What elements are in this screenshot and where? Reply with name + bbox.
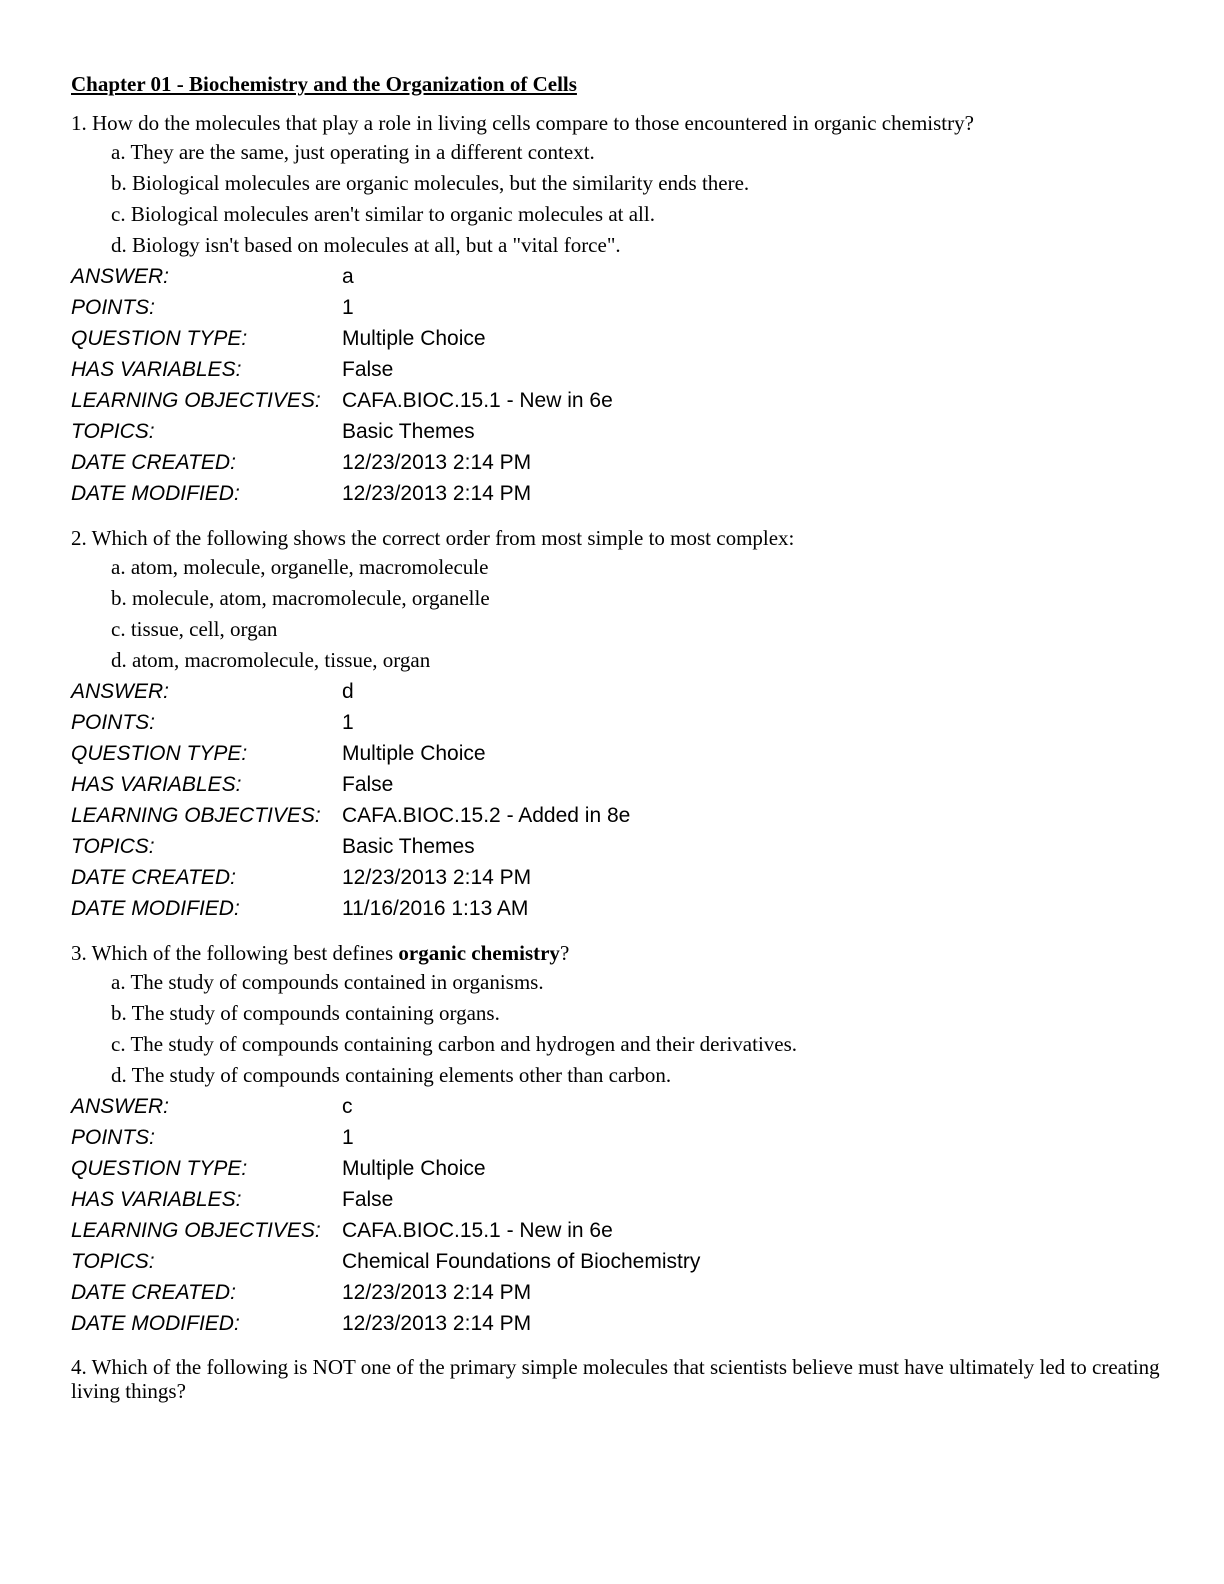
question-metadata bbox=[71, 676, 630, 924]
points-value: 1 bbox=[342, 1126, 354, 1149]
question-type-row bbox=[71, 323, 613, 354]
question-3 bbox=[71, 940, 1161, 1339]
choice-b: b. molecule, atom, macromolecule, organelle bbox=[111, 586, 490, 610]
choice-d: d. The study of compounds containing elements other than carbon. bbox=[111, 1063, 672, 1087]
learning-objectives-label: LEARNING OBJECTIVES: bbox=[71, 804, 321, 827]
learning-objectives-value: CAFA.BIOC.15.1 - New in 6e bbox=[342, 389, 613, 412]
answer-label: ANSWER: bbox=[71, 1095, 170, 1118]
date-modified-value: 12/23/2013 2:14 PM bbox=[342, 1312, 532, 1335]
topics-label: TOPICS: bbox=[71, 420, 155, 443]
answer-label: ANSWER: bbox=[71, 265, 170, 288]
points-row bbox=[71, 1122, 700, 1153]
choice-c: c. tissue, cell, organ bbox=[111, 617, 278, 641]
learning-objectives-row bbox=[71, 1215, 700, 1246]
answer-label: ANSWER: bbox=[71, 680, 170, 703]
choice-c: c. Biological molecules aren't similar to organic molecules at all. bbox=[111, 202, 655, 226]
question-type-label: QUESTION TYPE: bbox=[71, 327, 248, 350]
has-variables-row bbox=[71, 354, 613, 385]
learning-objectives-row bbox=[71, 800, 630, 831]
date-created-label: DATE CREATED: bbox=[71, 866, 236, 889]
question-type-value: Multiple Choice bbox=[342, 1157, 486, 1180]
has-variables-value: False bbox=[342, 773, 394, 796]
date-modified-label: DATE MODIFIED: bbox=[71, 897, 240, 920]
learning-objectives-value: CAFA.BIOC.15.2 - Added in 8e bbox=[342, 804, 631, 827]
date-modified-label: DATE MODIFIED: bbox=[71, 482, 240, 505]
points-label: POINTS: bbox=[71, 1126, 156, 1149]
answer-value: a bbox=[342, 265, 354, 288]
points-label: POINTS: bbox=[71, 296, 156, 319]
topics-row bbox=[71, 416, 613, 447]
has-variables-value: False bbox=[342, 358, 394, 381]
topics-label: TOPICS: bbox=[71, 1250, 155, 1273]
topics-row bbox=[71, 831, 630, 862]
date-created-row bbox=[71, 1277, 700, 1308]
question-type-value: Multiple Choice bbox=[342, 327, 486, 350]
question-stem-bold: organic chemistry bbox=[398, 941, 560, 965]
answer-row bbox=[71, 1091, 700, 1122]
answer-row bbox=[71, 261, 613, 292]
date-created-value: 12/23/2013 2:14 PM bbox=[342, 451, 532, 474]
choice-a: a. atom, molecule, organelle, macromolecule bbox=[111, 555, 489, 579]
answer-row bbox=[71, 676, 630, 707]
question-type-row bbox=[71, 1153, 700, 1184]
date-modified-value: 11/16/2016 1:13 AM bbox=[342, 897, 529, 920]
has-variables-label: HAS VARIABLES: bbox=[71, 1188, 242, 1211]
answer-value: d bbox=[342, 680, 354, 703]
question-metadata bbox=[71, 1091, 700, 1339]
question-metadata bbox=[71, 261, 613, 509]
choice-c: c. The study of compounds containing carbon and hydrogen and their derivatives. bbox=[111, 1032, 798, 1056]
date-created-row bbox=[71, 862, 630, 893]
question-stem: 2. Which of the following shows the correct order from most simple to most complex: bbox=[71, 526, 795, 550]
choice-b: b. The study of compounds containing organs. bbox=[111, 1001, 500, 1025]
question-stem bbox=[71, 940, 1161, 967]
date-created-value: 12/23/2013 2:14 PM bbox=[342, 1281, 532, 1304]
date-created-row bbox=[71, 447, 613, 478]
choice-list bbox=[71, 967, 1161, 1091]
has-variables-row bbox=[71, 1184, 700, 1215]
choice-b: b. Biological molecules are organic molecules, but the similarity ends there. bbox=[111, 171, 750, 195]
date-created-label: DATE CREATED: bbox=[71, 451, 236, 474]
answer-value: c bbox=[342, 1095, 353, 1118]
topics-value: Basic Themes bbox=[342, 420, 475, 443]
points-row bbox=[71, 292, 613, 323]
choice-list bbox=[71, 137, 1161, 261]
date-created-value: 12/23/2013 2:14 PM bbox=[342, 866, 532, 889]
question-stem-prefix: 3. Which of the following best defines bbox=[71, 941, 399, 965]
points-row bbox=[71, 707, 630, 738]
question-stem: 1. How do the molecules that play a role in living cells compare to those encountered in organic chemistry? bbox=[71, 111, 974, 135]
choice-a: a. The study of compounds contained in organisms. bbox=[111, 970, 544, 994]
learning-objectives-row bbox=[71, 385, 613, 416]
date-modified-row bbox=[71, 1308, 700, 1339]
question-stem: 4. Which of the following is NOT one of the primary simple molecules that scientists believe must have ultimately led to creating living things? bbox=[71, 1355, 1160, 1403]
question-type-row bbox=[71, 738, 630, 769]
choice-a: a. They are the same, just operating in a different context. bbox=[111, 140, 595, 164]
topics-value: Basic Themes bbox=[342, 835, 475, 858]
date-modified-label: DATE MODIFIED: bbox=[71, 1312, 240, 1335]
date-modified-value: 12/23/2013 2:14 PM bbox=[342, 482, 532, 505]
points-value: 1 bbox=[342, 296, 354, 319]
topics-row bbox=[71, 1246, 700, 1277]
date-created-label: DATE CREATED: bbox=[71, 1281, 236, 1304]
choice-list bbox=[71, 552, 1161, 676]
question-2 bbox=[71, 525, 1161, 924]
question-stem-suffix: ? bbox=[559, 941, 570, 965]
choice-d: d. Biology isn't based on molecules at all, but a "vital force". bbox=[111, 233, 621, 257]
topics-value: Chemical Foundations of Biochemistry bbox=[342, 1250, 701, 1273]
has-variables-row bbox=[71, 769, 630, 800]
learning-objectives-value: CAFA.BIOC.15.1 - New in 6e bbox=[342, 1219, 613, 1242]
topics-label: TOPICS: bbox=[71, 835, 155, 858]
question-4 bbox=[71, 1355, 1161, 1403]
has-variables-label: HAS VARIABLES: bbox=[71, 358, 242, 381]
points-label: POINTS: bbox=[71, 711, 156, 734]
choice-d: d. atom, macromolecule, tissue, organ bbox=[111, 648, 431, 672]
question-type-label: QUESTION TYPE: bbox=[71, 1157, 248, 1180]
has-variables-label: HAS VARIABLES: bbox=[71, 773, 242, 796]
document-page bbox=[71, 68, 1161, 1403]
chapter-title: Chapter 01 - Biochemistry and the Organization of Cells bbox=[71, 72, 577, 96]
date-modified-row bbox=[71, 478, 613, 509]
question-type-label: QUESTION TYPE: bbox=[71, 742, 248, 765]
question-type-value: Multiple Choice bbox=[342, 742, 486, 765]
question-1 bbox=[71, 110, 1161, 509]
learning-objectives-label: LEARNING OBJECTIVES: bbox=[71, 389, 321, 412]
learning-objectives-label: LEARNING OBJECTIVES: bbox=[71, 1219, 321, 1242]
points-value: 1 bbox=[342, 711, 354, 734]
date-modified-row bbox=[71, 893, 630, 924]
has-variables-value: False bbox=[342, 1188, 394, 1211]
